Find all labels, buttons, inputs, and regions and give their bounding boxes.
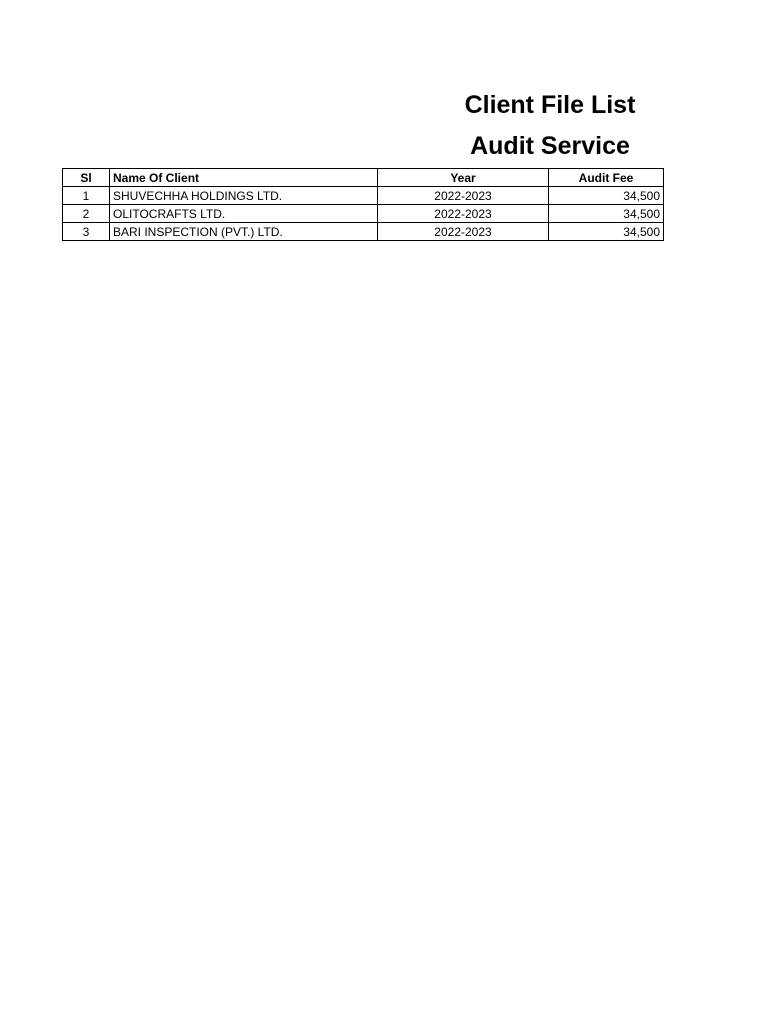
cell-fee: 34,500 [549, 223, 664, 241]
document-title: Client File List [464, 91, 636, 119]
table-row [63, 223, 664, 241]
cell-name: OLITOCRAFTS LTD. [110, 205, 378, 223]
cell-fee: 34,500 [549, 205, 664, 223]
cell-sl: 3 [63, 223, 110, 241]
cell-year: 2022-2023 [378, 187, 549, 205]
table-header-row [63, 169, 664, 187]
cell-sl: 1 [63, 187, 110, 205]
header-fee: Audit Fee [549, 169, 664, 187]
cell-sl: 2 [63, 205, 110, 223]
document-subtitle: Audit Service [470, 132, 630, 160]
cell-year: 2022-2023 [378, 205, 549, 223]
client-table [62, 168, 664, 241]
table-row [63, 205, 664, 223]
cell-name: SHUVECHHA HOLDINGS LTD. [110, 187, 378, 205]
cell-fee: 34,500 [549, 187, 664, 205]
header-name: Name Of Client [110, 169, 378, 187]
cell-year: 2022-2023 [378, 223, 549, 241]
header-year: Year [378, 169, 549, 187]
table-row [63, 187, 664, 205]
cell-name: BARI INSPECTION (PVT.) LTD. [110, 223, 378, 241]
header-sl: Sl [63, 169, 110, 187]
